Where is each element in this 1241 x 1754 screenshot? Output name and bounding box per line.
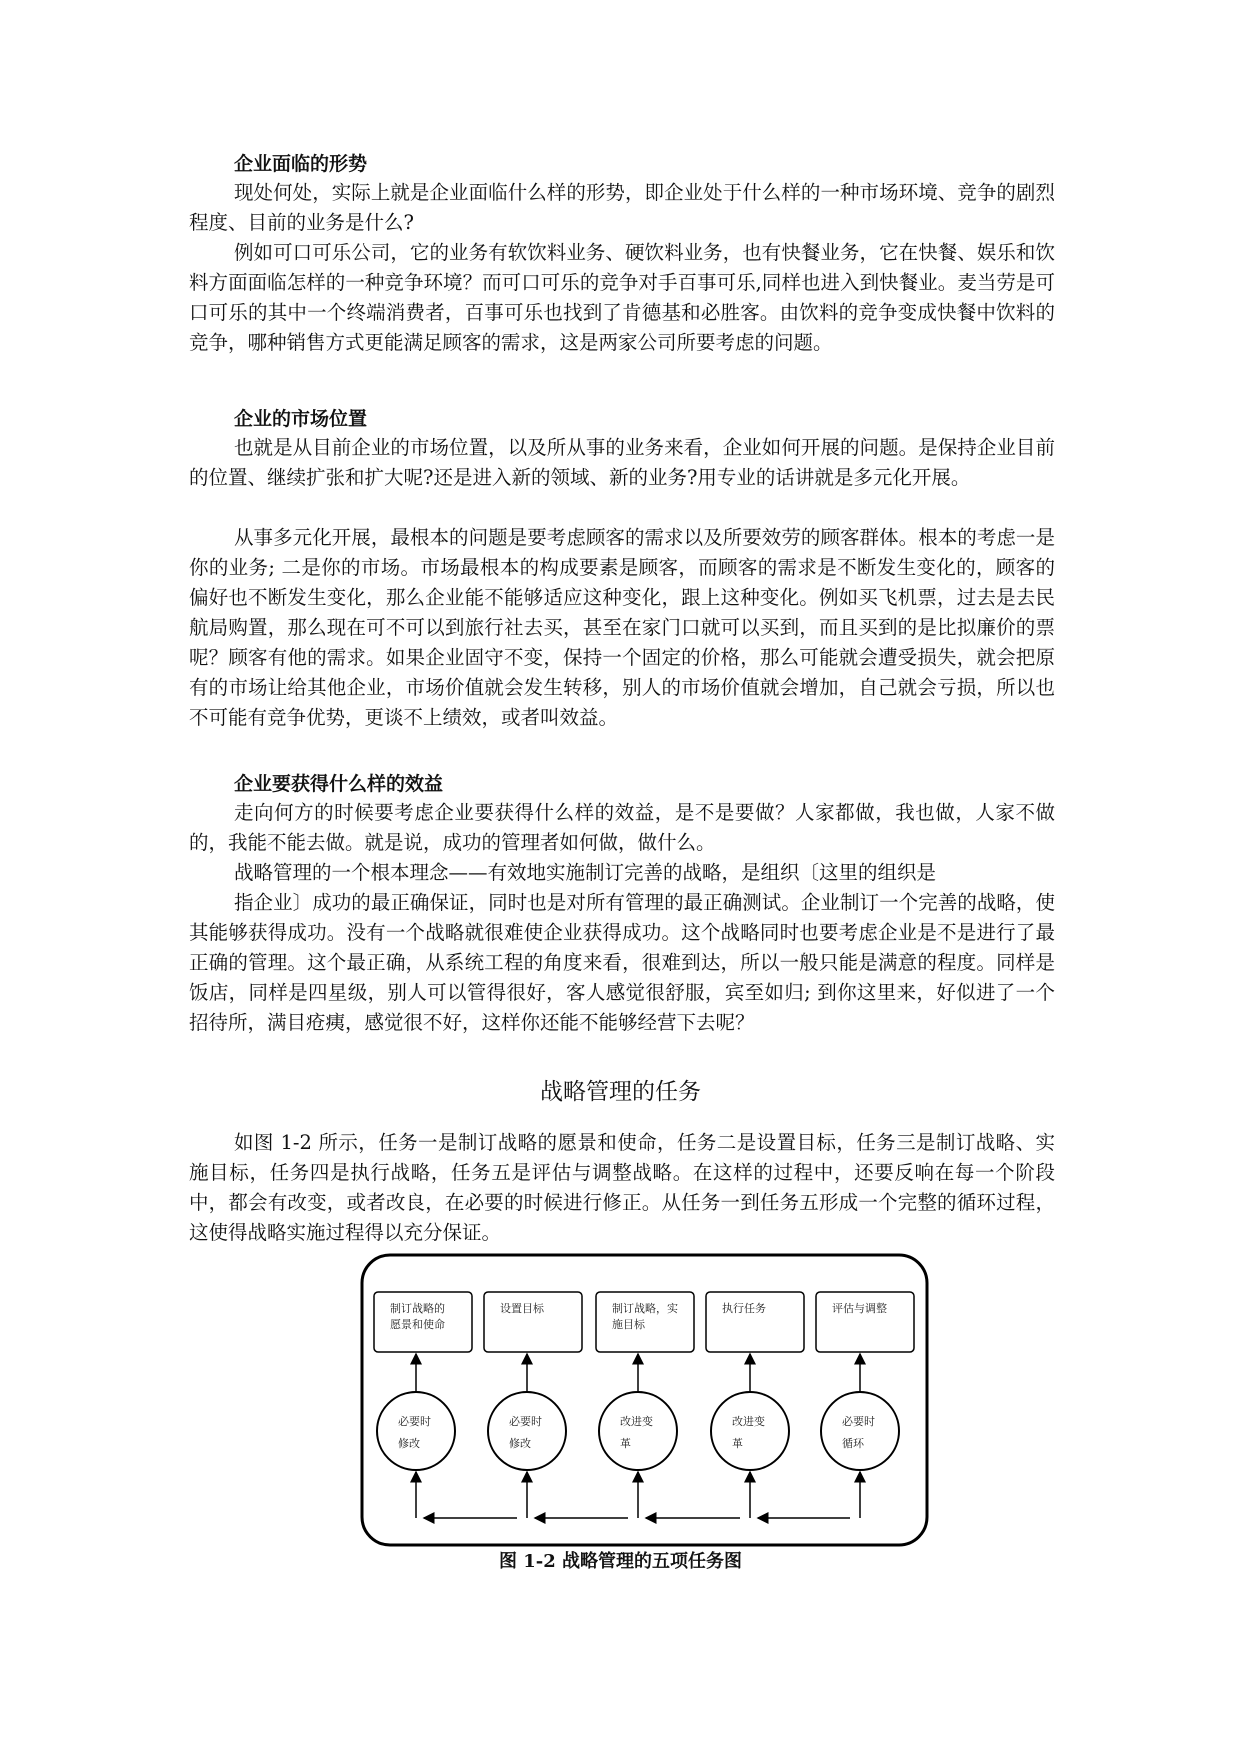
task-box-label: 制订战略的 xyxy=(390,1302,445,1315)
section-title-tasks: 战略管理的任务 xyxy=(540,1079,701,1105)
task-box-label: 制订战略，实 xyxy=(612,1302,678,1315)
task-circle xyxy=(377,1392,455,1470)
task-circle xyxy=(711,1392,789,1470)
section-heading-situation: 企业面临的形势 xyxy=(234,153,368,175)
task-box-label: 愿景和使命 xyxy=(390,1318,445,1331)
task-circle-label: 修改 xyxy=(398,1437,420,1450)
section-heading-market-position: 企业的市场位置 xyxy=(234,408,368,430)
task-box xyxy=(484,1292,582,1352)
task-box xyxy=(706,1292,804,1352)
task-circle xyxy=(821,1392,899,1470)
task-box-label: 施目标 xyxy=(612,1318,645,1331)
paragraph: 例如可口可乐公司，它的业务有软饮料业务、硬饮料业务，也有快餐业务，它在快餐、娱乐和饮料方面面临怎样的一种竞争环境？而可口可乐的竞争对手百事可乐,同样也进入到快餐业。麦当劳是可口可乐的其中一个终端消费者，百事可乐也找到了肯德基和必胜客。由饮料的竞争变成快餐中饮料的竞争，哪种销售方式更能满足顾客的需求，这是两家公司所要考虑的问题。 xyxy=(189,241,1055,354)
task-circle-label: 循环 xyxy=(842,1437,864,1450)
paragraph: 走向何方的时候要考虑企业要获得什么样的效益，是不是要做？人家都做，我也做，人家不做的，我能不能去做。就是说，成功的管理者如何做，做什么。 xyxy=(189,801,1055,854)
task-circle-label: 改进变 xyxy=(620,1415,653,1428)
task-box xyxy=(816,1292,914,1352)
task-circle-label: 革 xyxy=(620,1437,631,1450)
paragraph: 指企业〕成功的最正确保证，同时也是对所有管理的最正确测试。企业制订一个完善的战略，使其能够获得成功。没有一个战略就很难使企业获得成功。这个战略同时也要考虑企业是不是进行了最正确的管理。这个最正确，从系统工程的角度来看，很难到达，所以一般只能是满意的程度。同样是饭店，同样是四星级，别人可以管得很好，客人感觉很舒服，宾至如归; 到你这里来，好似进了一个招待所，满目疮痍，感觉很不好，这样你还能不能够经营下去呢？ xyxy=(189,891,1055,1034)
paragraph: 现处何处，实际上就是企业面临什么样的形势，即企业处于什么样的一种市场环境、竞争的剧烈程度、目前的业务是什么? xyxy=(189,181,1055,234)
paragraph: 也就是从目前企业的市场位置，以及所从事的业务来看，企业如何开展的问题。是保持企业目前的位置、继续扩张和扩大呢?还是进入新的领域、新的业务?用专业的话讲就是多元化开展。 xyxy=(189,436,1055,489)
task-box-label: 执行任务 xyxy=(722,1302,766,1315)
section-heading-benefits: 企业要获得什么样的效益 xyxy=(234,773,444,795)
paragraph: 战略管理的一个根本理念——有效地实施制订完善的战略，是组织〔这里的组织是 xyxy=(234,861,937,884)
task-box xyxy=(596,1292,694,1352)
figure-caption: 图 1-2 战略管理的五项任务图 xyxy=(498,1551,743,1572)
task-circle-label: 革 xyxy=(732,1437,743,1450)
task-circle-label: 修改 xyxy=(509,1437,531,1450)
task-circle-label: 改进变 xyxy=(732,1415,765,1428)
task-circle xyxy=(599,1392,677,1470)
task-circle xyxy=(488,1392,566,1470)
paragraph: 如图 1-2 所示，任务一是制订战略的愿景和使命，任务二是设置目标，任务三是制订战略、实施目标，任务四是执行战略，任务五是评估与调整战略。在这样的过程中，还要反响在每一个阶段中，都会有改变，或者改良，在必要的时候进行修正。从任务一到任务五形成一个完整的循环过程，这使得战略实施过程得以充分保证。 xyxy=(189,1131,1055,1244)
task-circle-label: 必要时 xyxy=(842,1415,875,1428)
task-circle-label: 必要时 xyxy=(398,1415,431,1428)
task-circle-label: 必要时 xyxy=(509,1415,542,1428)
task-box-label: 设置目标 xyxy=(500,1302,544,1315)
paragraph: 从事多元化开展，最根本的问题是要考虑顾客的需求以及所要效劳的顾客群体。根本的考虑一是你的业务; 二是你的市场。市场最根本的构成要素是顾客，而顾客的需求是不断发生变化的，顾客的偏好也不断发生变化，那么企业能不能够适应这种变化，跟上这种变化。例如买飞机票，过去是去民航局购置，那么现在可不可以到旅行社去买，甚至在家门口就可以买到，而且买到的是比拟廉价的票呢？顾客有他的需求。如果企业固守不变，保持一个固定的价格，那么可能就会遭受损失，就会把原有的市场让给其他企业，市场价值就会发生转移，别人的市场价值就会增加，自己就会亏损，所以也不可能有竞争优势，更谈不上绩效，或者叫效益。 xyxy=(189,526,1055,729)
task-box-label: 评估与调整 xyxy=(832,1302,887,1315)
